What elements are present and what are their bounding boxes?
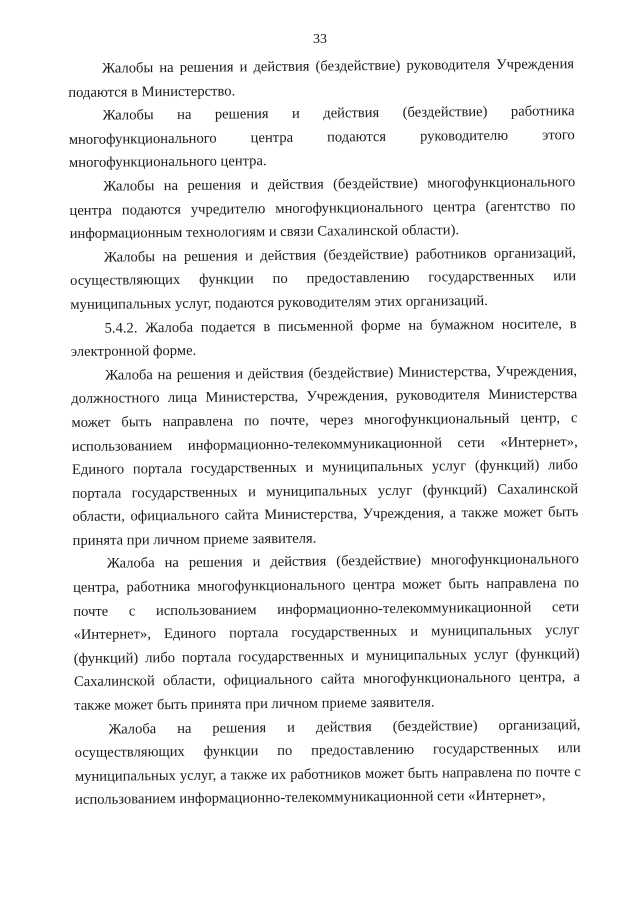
document-body [68, 53, 581, 813]
page-number: 33 [313, 32, 327, 47]
paragraph: Жалоба на решения и действия (бездействие) организаций, осуществляющих функции по предоставлению государственных или муниципальных услуг, а также их работников может быть направлена по почте с использованием информационно-телекоммуникационной сети «Интернет», [74, 716, 581, 809]
paragraph: Жалобы на решения и действия (бездействие) работника многофункционального центра подаются руководителю этого многофункционального центра. [68, 103, 575, 172]
paragraph: Жалоба на решения и действия (бездействие) Министерства, Учреждения, должностного лица Министерства, Учреждения, руководителя Министерства может быть направлена по почте, через многофункциональный центр, с использованием информационно-телекоммуникационной сети «Интернет», Единого портала государственных и муниципальных услуг (функций) либо портала государственных и муниципальных услуг (функций) Сахалинской области, официального сайта Министерства, Учреждения, а также может быть принята при личном приеме заявителя. [71, 362, 579, 549]
paragraph: 5.4.2. Жалоба подается в письменной форме на бумажном носителе, в электронной форме. [70, 315, 577, 361]
paragraph: Жалоба на решения и действия (бездействие) многофункционального центра, работника многофункционального центра может быть направлена по почте с использованием информационно-телекоммуникационной сети «Интернет», Единого портала государственных и муниципальных услуг (функций) либо портала государственных и муниципальных услуг (функций) Сахалинской области, официального сайта многофункционального центра, а также может быть принята при личном приеме заявителя. [73, 551, 581, 715]
paragraph: Жалобы на решения и действия (бездействие) многофункционального центра подаются учредителю многофункционального центра (агентство по информационным технологиям и связи Сахалинской области). [69, 174, 576, 243]
paragraph: Жалобы на решения и действия (бездействие) работников организаций, осуществляющих функции по предоставлению государственных или муниципальных услуг, подаются руководителям этих организаций. [70, 244, 577, 313]
paragraph: Жалобы на решения и действия (бездействие) руководителя Учреждения подаются в Министерство. [68, 56, 575, 101]
